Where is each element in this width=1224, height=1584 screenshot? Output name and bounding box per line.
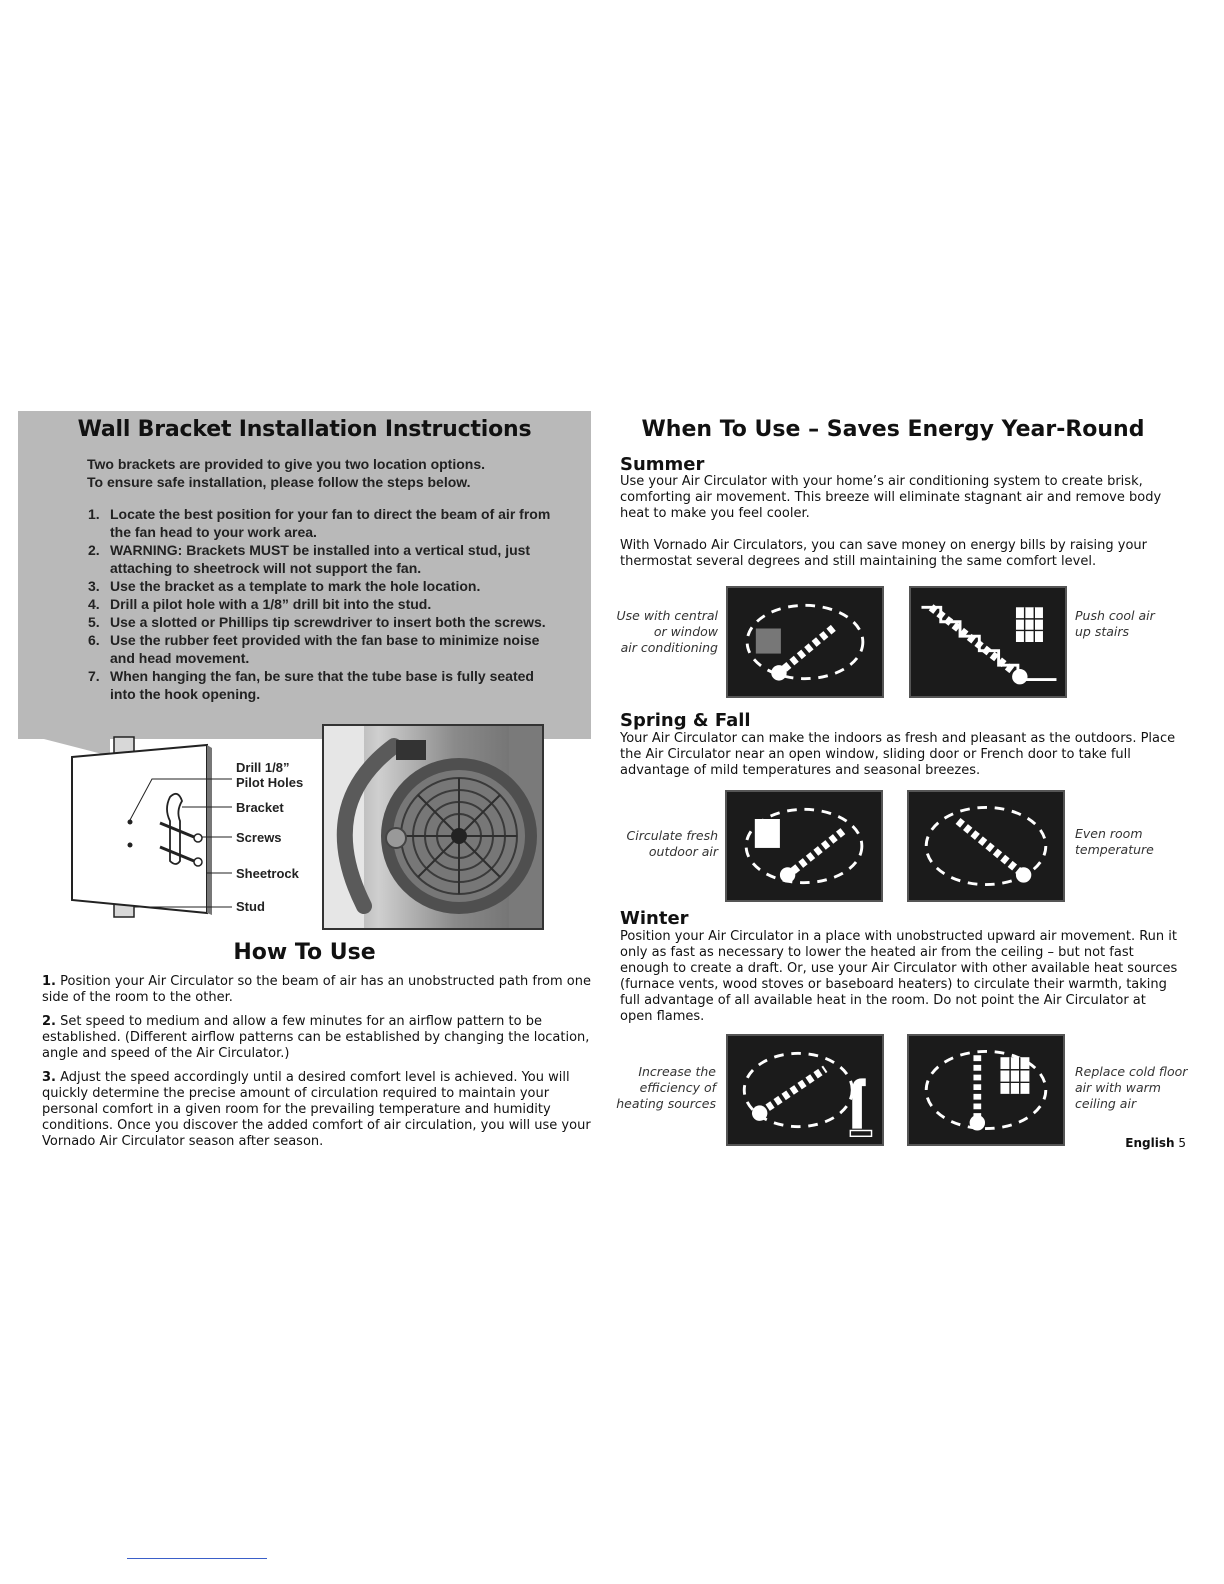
step-text: Locate the best position for your fan to direct the beam of air from the fan head to your work area.: [110, 506, 551, 540]
item-text: Position your Air Circulator so the beam of air has an unobstructed path from one side of the room to the other.: [42, 974, 591, 1005]
caption-even-temp: [1075, 826, 1185, 858]
caption-line: heating sources: [616, 1096, 716, 1111]
how-to-use-item: [42, 1014, 602, 1062]
airflow-illustration-stairs: [909, 586, 1067, 698]
bracket-step: [88, 613, 558, 631]
airflow-illustration-ceiling: [907, 1034, 1065, 1146]
item-number: 1.: [42, 974, 56, 989]
caption-line: Push cool air: [1075, 608, 1155, 623]
airflow-illustration-ac: [726, 586, 884, 698]
item-text: Set speed to medium and allow a few minutes for an airflow pattern to be established. (Different airflow patterns can be established by changing the location, angle and speed of the Air Circulator.): [42, 1014, 590, 1061]
bracket-intro-line: To ensure safe installation, please follow the steps below.: [87, 474, 471, 490]
caption-central-ac: [610, 608, 718, 656]
caption-line: outdoor air: [648, 844, 718, 859]
bracket-step: [88, 577, 558, 595]
step-number: 7.: [88, 668, 100, 684]
caption-line: or window: [653, 624, 718, 639]
caption-line: Replace cold floor: [1075, 1064, 1188, 1079]
footer-language: English: [1125, 1136, 1175, 1150]
summer-paragraph: Use your Air Circulator with your home’s air conditioning system to create brisk, comforting air movement. This breeze will eliminate stagnant air and remove body heat to make you feel cooler.: [620, 474, 1162, 521]
fan-on-wall-photo: [322, 724, 544, 930]
caption-cool-air-stairs: [1075, 608, 1185, 640]
how-to-use-item: [42, 974, 602, 1006]
airflow-illustration-heater: [726, 1034, 884, 1146]
step-text: WARNING: Brackets MUST be installed into a vertical stud, just attaching to sheetrock will not support the fan.: [110, 542, 531, 576]
page-number: 5: [1178, 1136, 1186, 1150]
step-number: 2.: [88, 542, 100, 558]
step-number: 4.: [88, 596, 100, 612]
item-text: Adjust the speed accordingly until a desired comfort level is achieved. You will quickly determine the precise amount of circulation required to maintain your personal comfort in a given room for the prevailing temperature and humidity conditions. Once you discover the added comfort of air circulation, you will use your Vornado Air Circulator season after season.: [42, 1070, 591, 1149]
bracket-installation-diagram: [62, 735, 312, 920]
footnote-rule: [127, 1558, 267, 1559]
caption-line: Use with central: [616, 608, 718, 623]
step-number: 5.: [88, 614, 100, 630]
item-number: 2.: [42, 1014, 56, 1029]
summer-paragraph: With Vornado Air Circulators, you can save money on energy bills by raising your thermostat several degrees and still maintaining the same comfort level.: [620, 538, 1148, 569]
label-drill-line: Drill 1/8”: [236, 760, 290, 775]
step-text: Use a slotted or Phillips tip screwdriver to insert both the screws.: [110, 614, 546, 630]
caption-line: efficiency of: [639, 1080, 716, 1095]
when-to-use-title: When To Use – Saves Energy Year-Round: [641, 417, 1145, 442]
step-number: 1.: [88, 506, 100, 522]
step-number: 6.: [88, 632, 100, 648]
caption-line: air conditioning: [620, 640, 718, 655]
bracket-intro: [87, 455, 567, 491]
bracket-section-title: Wall Bracket Installation Instructions: [77, 417, 532, 442]
caption-line: Even room: [1075, 826, 1143, 841]
how-to-use-title: How To Use: [233, 940, 376, 965]
spring-fall-paragraph: Your Air Circulator can make the indoors as fresh and pleasant as the outdoors. Place the Air Circulator near an open window, sliding door or French door to take full advantage of mild temperatures and seasonal breezes.: [620, 731, 1176, 778]
step-number: 3.: [88, 578, 100, 594]
label-stud: Stud: [236, 899, 265, 914]
label-screws: Screws: [236, 830, 282, 845]
step-text: Use the bracket as a template to mark the hole location.: [110, 578, 481, 594]
caption-fresh-air: [610, 828, 718, 860]
caption-line: temperature: [1075, 842, 1154, 857]
bracket-step: [88, 541, 558, 577]
airflow-illustration-even-temp: [907, 790, 1065, 902]
label-drill: [236, 760, 303, 790]
step-text: Use the rubber feet provided with the fan base to minimize noise and head movement.: [110, 632, 540, 666]
caption-line: Circulate fresh: [626, 828, 718, 843]
winter-heading: Winter: [620, 908, 689, 929]
winter-paragraph: Position your Air Circulator in a place with unobstructed upward air movement. Run it only as fast as necessary to lower the heated air from the ceiling – but not fast enough to create a draft. Or, use your Air Circulator with other available heat sources (furnace vents, wood stoves or baseboard heaters) to circulate their warmth, taking full advantage of all available heat in the room. Do not point the Air Circulator at open flames.: [620, 929, 1178, 1024]
caption-line: Increase the: [638, 1064, 716, 1079]
caption-heating-sources: [608, 1064, 716, 1112]
step-text: When hanging the fan, be sure that the tube base is fully seated into the hook opening.: [110, 668, 534, 702]
bracket-step: [88, 595, 558, 613]
bracket-step: [88, 505, 558, 541]
summer-heading: Summer: [620, 454, 705, 475]
bracket-step: [88, 631, 558, 667]
caption-line: up stairs: [1075, 624, 1130, 639]
step-text: Drill a pilot hole with a 1/8” drill bit into the stud.: [110, 596, 432, 612]
page-footer: [1100, 1136, 1186, 1150]
item-number: 3.: [42, 1070, 56, 1085]
bracket-step: [88, 667, 558, 703]
airflow-illustration-window: [725, 790, 883, 902]
caption-line: ceiling air: [1075, 1096, 1137, 1111]
caption-line: air with warm: [1075, 1080, 1161, 1095]
caption-warm-ceiling-air: [1075, 1064, 1193, 1112]
how-to-use-item: [42, 1070, 602, 1150]
spring-fall-heading: Spring & Fall: [620, 710, 751, 731]
label-drill-line: Pilot Holes: [236, 775, 304, 790]
bracket-intro-line: Two brackets are provided to give you two location options.: [87, 456, 486, 472]
label-sheetrock: Sheetrock: [236, 866, 299, 881]
bracket-steps-list: [88, 505, 558, 703]
label-bracket: Bracket: [236, 800, 284, 815]
